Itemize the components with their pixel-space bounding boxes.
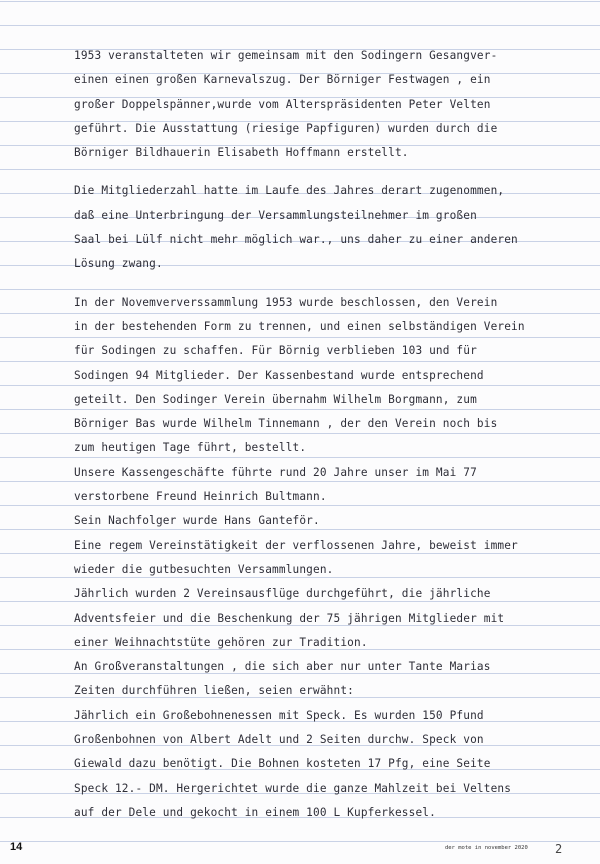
- text-line: einen einen großen Karnevalszug. Der Börniger Festwagen , ein: [74, 73, 491, 87]
- text-line: An Großveranstaltungen , die sich aber nur unter Tante Marias: [74, 660, 491, 674]
- text-line: Sein Nachfolger wurde Hans Ganteför.: [74, 514, 320, 528]
- document-body: [74, 44, 594, 825]
- text-line: Eine regem Vereinstätigkeit der verflossenen Jahre, beweist immer: [74, 538, 518, 552]
- text-line: Börniger Bildhauerin Elisabeth Hoffmann erstellt.: [74, 146, 409, 160]
- paragraph-gap: [74, 277, 594, 291]
- text-line: geteilt. Den Sodinger Verein übernahm Wilhelm Borgmann, zum: [74, 392, 477, 406]
- text-line: für Sodingen zu schaffen. Für Börnig verblieben 103 und für: [74, 344, 477, 358]
- paragraph-carnival: [74, 44, 594, 165]
- text-line: in der bestehenden Form zu trennen, und einen selbständigen Verein: [74, 319, 525, 333]
- text-line: 1953 veranstalteten wir gemeinsam mit den Sodingern Gesangver-: [74, 49, 498, 62]
- text-line: einer Weihnachtstüte gehören zur Tradition.: [74, 635, 368, 649]
- text-line: Sodingen 94 Mitglieder. Der Kassenbestand wurde entsprechend: [74, 368, 484, 382]
- paragraph-gap: [74, 165, 594, 179]
- text-line: Saal bei Lülf nicht mehr möglich war., uns daher zu einer anderen: [74, 233, 518, 247]
- text-line: verstorbene Freund Heinrich Bultmann.: [74, 490, 327, 504]
- text-line: Giewald dazu benötigt. Die Bohnen kosteten 17 Pfg, eine Seite: [74, 757, 491, 771]
- text-line: Lösung zwang.: [74, 257, 163, 271]
- footer-caption: der mote in november 2020: [445, 845, 528, 851]
- typed-page-number: 2: [555, 842, 563, 856]
- text-line: In der Novemververssammlung 1953 wurde beschlossen, den Verein: [74, 295, 498, 309]
- text-line: Jährlich ein Großebohnenessen mit Speck. Es wurden 150 Pfund: [74, 708, 484, 722]
- text-line: Unsere Kassengeschäfte führte rund 20 Jahre unser im Mai 77: [74, 465, 477, 479]
- text-line: auf der Dele und gekocht in einem 100 L Kupferkessel.: [74, 805, 436, 819]
- paragraph-membership: [74, 179, 594, 276]
- text-line: Die Mitgliederzahl hatte im Laufe des Jahres derart zugenommen,: [74, 184, 505, 198]
- text-line: Adventsfeier und die Beschenkung der 75 jährigen Mitglieder mit: [74, 611, 505, 625]
- paragraph-separation: [74, 291, 594, 826]
- text-line: zum heutigen Tage führt, bestellt.: [74, 441, 307, 455]
- text-line: großer Doppelspänner,wurde vom Alterspräsidenten Peter Velten: [74, 97, 491, 111]
- text-line: daß eine Unterbringung der Versammlungsteilnehmer im großen: [74, 208, 477, 222]
- text-line: Zeiten durchführen ließen, seien erwähnt:: [74, 684, 354, 698]
- text-line: Börniger Bas wurde Wilhelm Tinnemann , der den Verein noch bis: [74, 417, 498, 431]
- text-line: geführt. Die Ausstattung (riesige Papfiguren) wurden durch die: [74, 121, 498, 135]
- text-line: Großenbohnen von Albert Adelt und 2 Seiten durchw. Speck von: [74, 733, 484, 747]
- text-line: Speck 12.- DM. Hergerichtet wurde die ganze Mahlzeit bei Veltens: [74, 781, 512, 795]
- page-number: 14: [10, 841, 23, 853]
- text-line: wieder die gutbesuchten Versammlungen.: [74, 562, 334, 576]
- text-line: Jährlich wurden 2 Vereinsausflüge durchgeführt, die jährliche: [74, 587, 491, 601]
